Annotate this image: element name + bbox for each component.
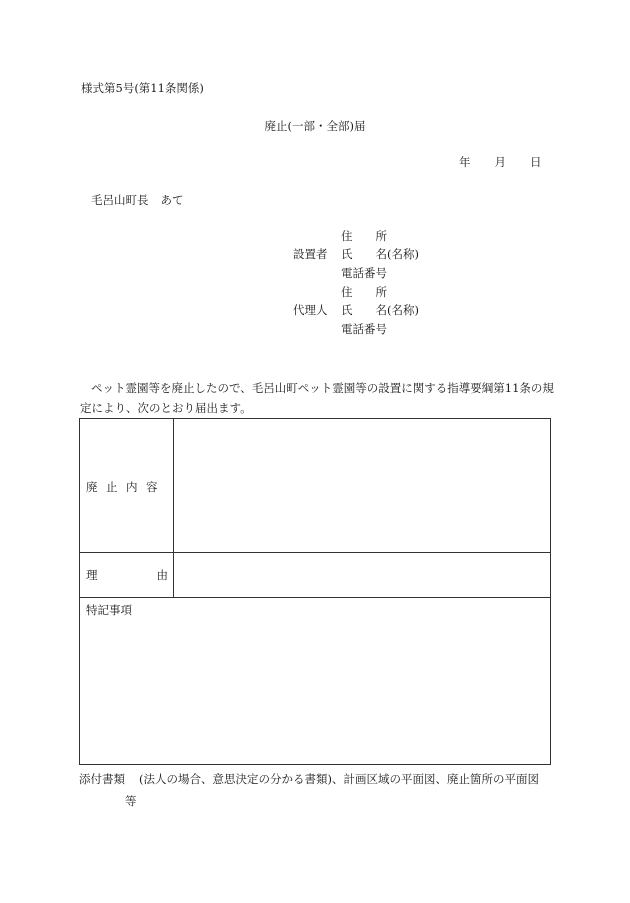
document-title: 廃止(一部・全部)届 — [264, 119, 366, 133]
installer-name-label: 氏 名(名称) — [341, 247, 419, 261]
installer-phone-label: 電話番号 — [341, 266, 387, 280]
agent-address-label: 住 所 — [341, 285, 387, 299]
attachments-continuation: 等 — [125, 794, 137, 808]
addressee-suffix: あて — [160, 193, 184, 207]
date-year: 年 — [459, 155, 471, 169]
table-column-divider — [173, 419, 174, 597]
agent-phone-label: 電話番号 — [341, 322, 387, 336]
date-month: 月 — [494, 155, 506, 169]
attachments-label: 添付書類 — [79, 772, 125, 786]
table-row-divider — [80, 597, 550, 598]
reason-label: 理 由 — [86, 568, 168, 582]
agent-role: 代理人 — [293, 303, 328, 317]
date-line — [459, 157, 542, 169]
installer-address-label: 住 所 — [341, 229, 387, 243]
agent-name-label: 氏 名(名称) — [341, 303, 419, 317]
table-row-divider — [80, 552, 550, 553]
installer-role: 設置者 — [293, 247, 328, 261]
body-text: ペット霊園等を廃止したので、毛呂山町ペット霊園等の設置に関する指導要綱第11条の規定により、次のとおり届出ます。 — [80, 381, 554, 415]
discontinuation-content-label: 廃 止 内 容 — [86, 480, 158, 494]
attachments-line — [79, 774, 539, 786]
addressee-name: 毛呂山町長 — [91, 193, 149, 207]
notification-table — [79, 418, 551, 765]
special-notes-label: 特記事項 — [86, 603, 132, 617]
form-number: 様式第5号(第11条関係) — [81, 81, 204, 95]
addressee — [91, 195, 184, 207]
date-day: 日 — [530, 155, 542, 169]
attachments-text: (法人の場合、意思決定の分かる書類)、計画区域の平面図、廃止箇所の平面図 — [139, 772, 539, 786]
